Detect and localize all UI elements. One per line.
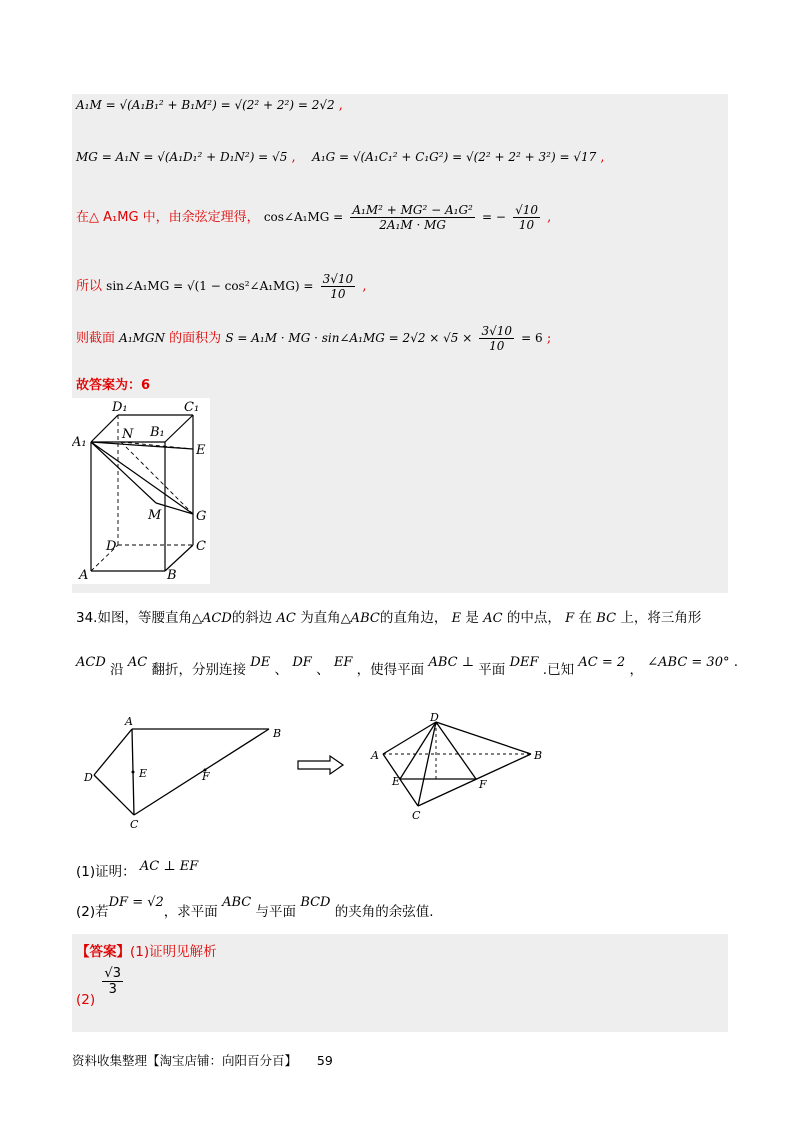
question-line-1 [76,606,701,626]
cos-num: A₁M² + MG² − A₁G² [352,203,473,217]
area-name: A₁MGN [119,331,166,345]
q2-g: .已知 [542,662,575,678]
area-punct: ; [546,331,552,346]
q2-i: . [733,654,739,670]
q2-m4: DF [292,655,312,670]
q1-m2: AC [276,611,296,626]
q2-m6: ABC ⊥ [428,655,474,670]
flat-label-E: E [139,767,148,780]
area-den: 10 [489,339,505,353]
sin-lhs: sin∠A₁MG = √(1 − cos²∠A₁MG) = [106,279,314,293]
sin-num: 3√10 [322,272,354,286]
footer-text: 资料收集整理【淘宝店铺：向阳百分百】 [72,1053,298,1068]
cos-rnum: √10 [515,203,538,217]
area-tail: = 6 [521,331,543,345]
eq2a-math: MG = A₁N = √(A₁D₁² + D₁N²) = √5 [76,150,288,164]
solution-cos [76,203,551,232]
part2-m2: ABC [222,895,252,910]
answer-tag: 【答案】 [76,944,130,960]
cos-den: 2A₁M · MG [379,218,446,232]
fold-label-D: D [430,712,439,724]
answer-part1: (1)证明见解析 [130,944,217,960]
fold-label-F: F [479,778,487,791]
flat-label-B: B [273,727,282,740]
q2-b: 翻折，分别连接 [151,662,246,678]
q2-m3: DE [250,655,271,670]
eq1-math: A₁M = √(A₁B₁² + B₁M²) = √(2² + 2²) = 2√2 [76,98,335,112]
fold-label-A: A [371,749,379,762]
q1-b: 的斜边 [231,610,273,626]
q1-m7: BC [596,611,617,626]
q1-f: 的中点， [506,610,561,626]
q1-c: 为直角 [300,610,341,626]
answer-line: 故答案为：6 [76,378,151,393]
solution-area [76,324,551,353]
label-G: G [196,509,207,524]
part2-m1: DF = √2 [108,895,164,910]
solution-eq2 [76,150,605,165]
label-D: D [106,539,117,554]
part2-m3: BCD [300,895,331,910]
solution-eq1 [76,98,343,113]
q1-m6: F [565,611,575,626]
label-B: B [167,568,177,583]
sin-den: 10 [330,287,346,301]
label-B1: B₁ [150,425,165,440]
flat-label-D: D [84,771,93,784]
q1-m1: △ACD [191,611,232,626]
q1-h: 上，将三角形 [620,610,702,626]
transform-arrow-icon [296,755,346,775]
answer-part2-label: (2) [76,991,96,1008]
area-prefix: 则截面 [76,331,116,346]
cos-eq: = − [481,210,506,224]
cube-figure [72,398,210,584]
label-C: C [196,539,206,554]
fold-label-B: B [534,749,543,762]
area-fraction [479,324,514,353]
label-N: N [122,427,134,442]
eq2-punct: , [600,150,605,165]
q2-f: 平面 [478,662,506,678]
q1-m3: △ABC [340,611,380,626]
answer-line-1 [76,940,217,960]
label-M: M [148,508,162,523]
eq2-sep: , [291,150,296,165]
solution-sin [76,272,366,301]
q1-m4: E [451,611,462,626]
label-C1: C₁ [184,400,200,415]
fold-label-E: E [392,775,401,788]
q2-m2: AC [127,655,148,670]
flat-label-A: A [125,715,133,728]
part2-b: 与平面 [255,904,297,920]
q1-a: 34.如图，等腰直角 [76,610,192,626]
fold-label-C: C [412,809,421,822]
q1-d: 的直角边， [379,610,448,626]
part2-a: ，求平面 [163,904,218,920]
label-A: A [79,568,89,583]
q2-h: ， [629,662,643,678]
q2-e: ，使得平面 [356,662,425,678]
area-num: 3√10 [481,324,513,338]
answer-line-2 [76,966,126,1008]
answer-part2-den: 3 [108,982,117,997]
part2-c: 的夹角的余弦值. [334,904,434,920]
question-part-2 [76,895,434,920]
label-D1: D₁ [112,400,128,415]
label-E: E [196,443,206,458]
area-expr: S = A₁M · MG · sin∠A₁MG = 2√2 × √5 × [225,331,473,345]
eq1-punct: , [338,98,343,113]
answer-part2-fraction [102,966,123,997]
q1-g: 在 [578,610,592,626]
figure-flat [80,712,290,832]
sin-punct: , [362,279,367,294]
answer-part2-num: √3 [104,966,121,981]
cos-rden: 10 [518,218,535,232]
cos-result [513,203,540,232]
page-footer [72,1051,333,1069]
q2-m1: ACD [76,655,106,670]
q2-m5: EF [333,655,353,670]
q2-m9: ∠ABC = 30° [647,655,730,670]
sin-fraction [321,272,356,301]
q2-c: 、 [274,662,289,678]
q1-e: 是 [465,610,479,626]
figure-folded [368,712,548,822]
eq2b-math: A₁G = √(A₁C₁² + C₁G²) = √(2² + 2² + 3²) = √17 [312,150,597,164]
part2-label: (2)若 [76,904,109,920]
cos-punct: , [547,210,552,225]
part1-math: AC ⊥ EF [139,859,199,874]
q1-m5: AC [483,611,503,626]
flat-label-C: C [130,818,139,831]
part1-label: (1)证明： [76,864,136,880]
flat-label-F: F [202,770,210,783]
q2-m8: AC = 2 [578,655,626,670]
question-part-1 [76,860,198,880]
question-line-2 [76,650,739,678]
q2-a: 沿 [110,662,124,678]
area-mid: 的面积为 [169,331,222,346]
cos-lhs: cos∠A₁MG = [263,210,344,224]
q2-m7: DEF [509,655,539,670]
q2-d: 、 [316,662,330,678]
label-A1: A₁ [72,435,87,450]
cos-fraction [350,203,475,232]
cos-prefix: 在△ A₁MG 中，由余弦定理得， [76,210,260,225]
page-number: 59 [316,1053,333,1068]
sin-prefix: 所以 [76,279,103,294]
